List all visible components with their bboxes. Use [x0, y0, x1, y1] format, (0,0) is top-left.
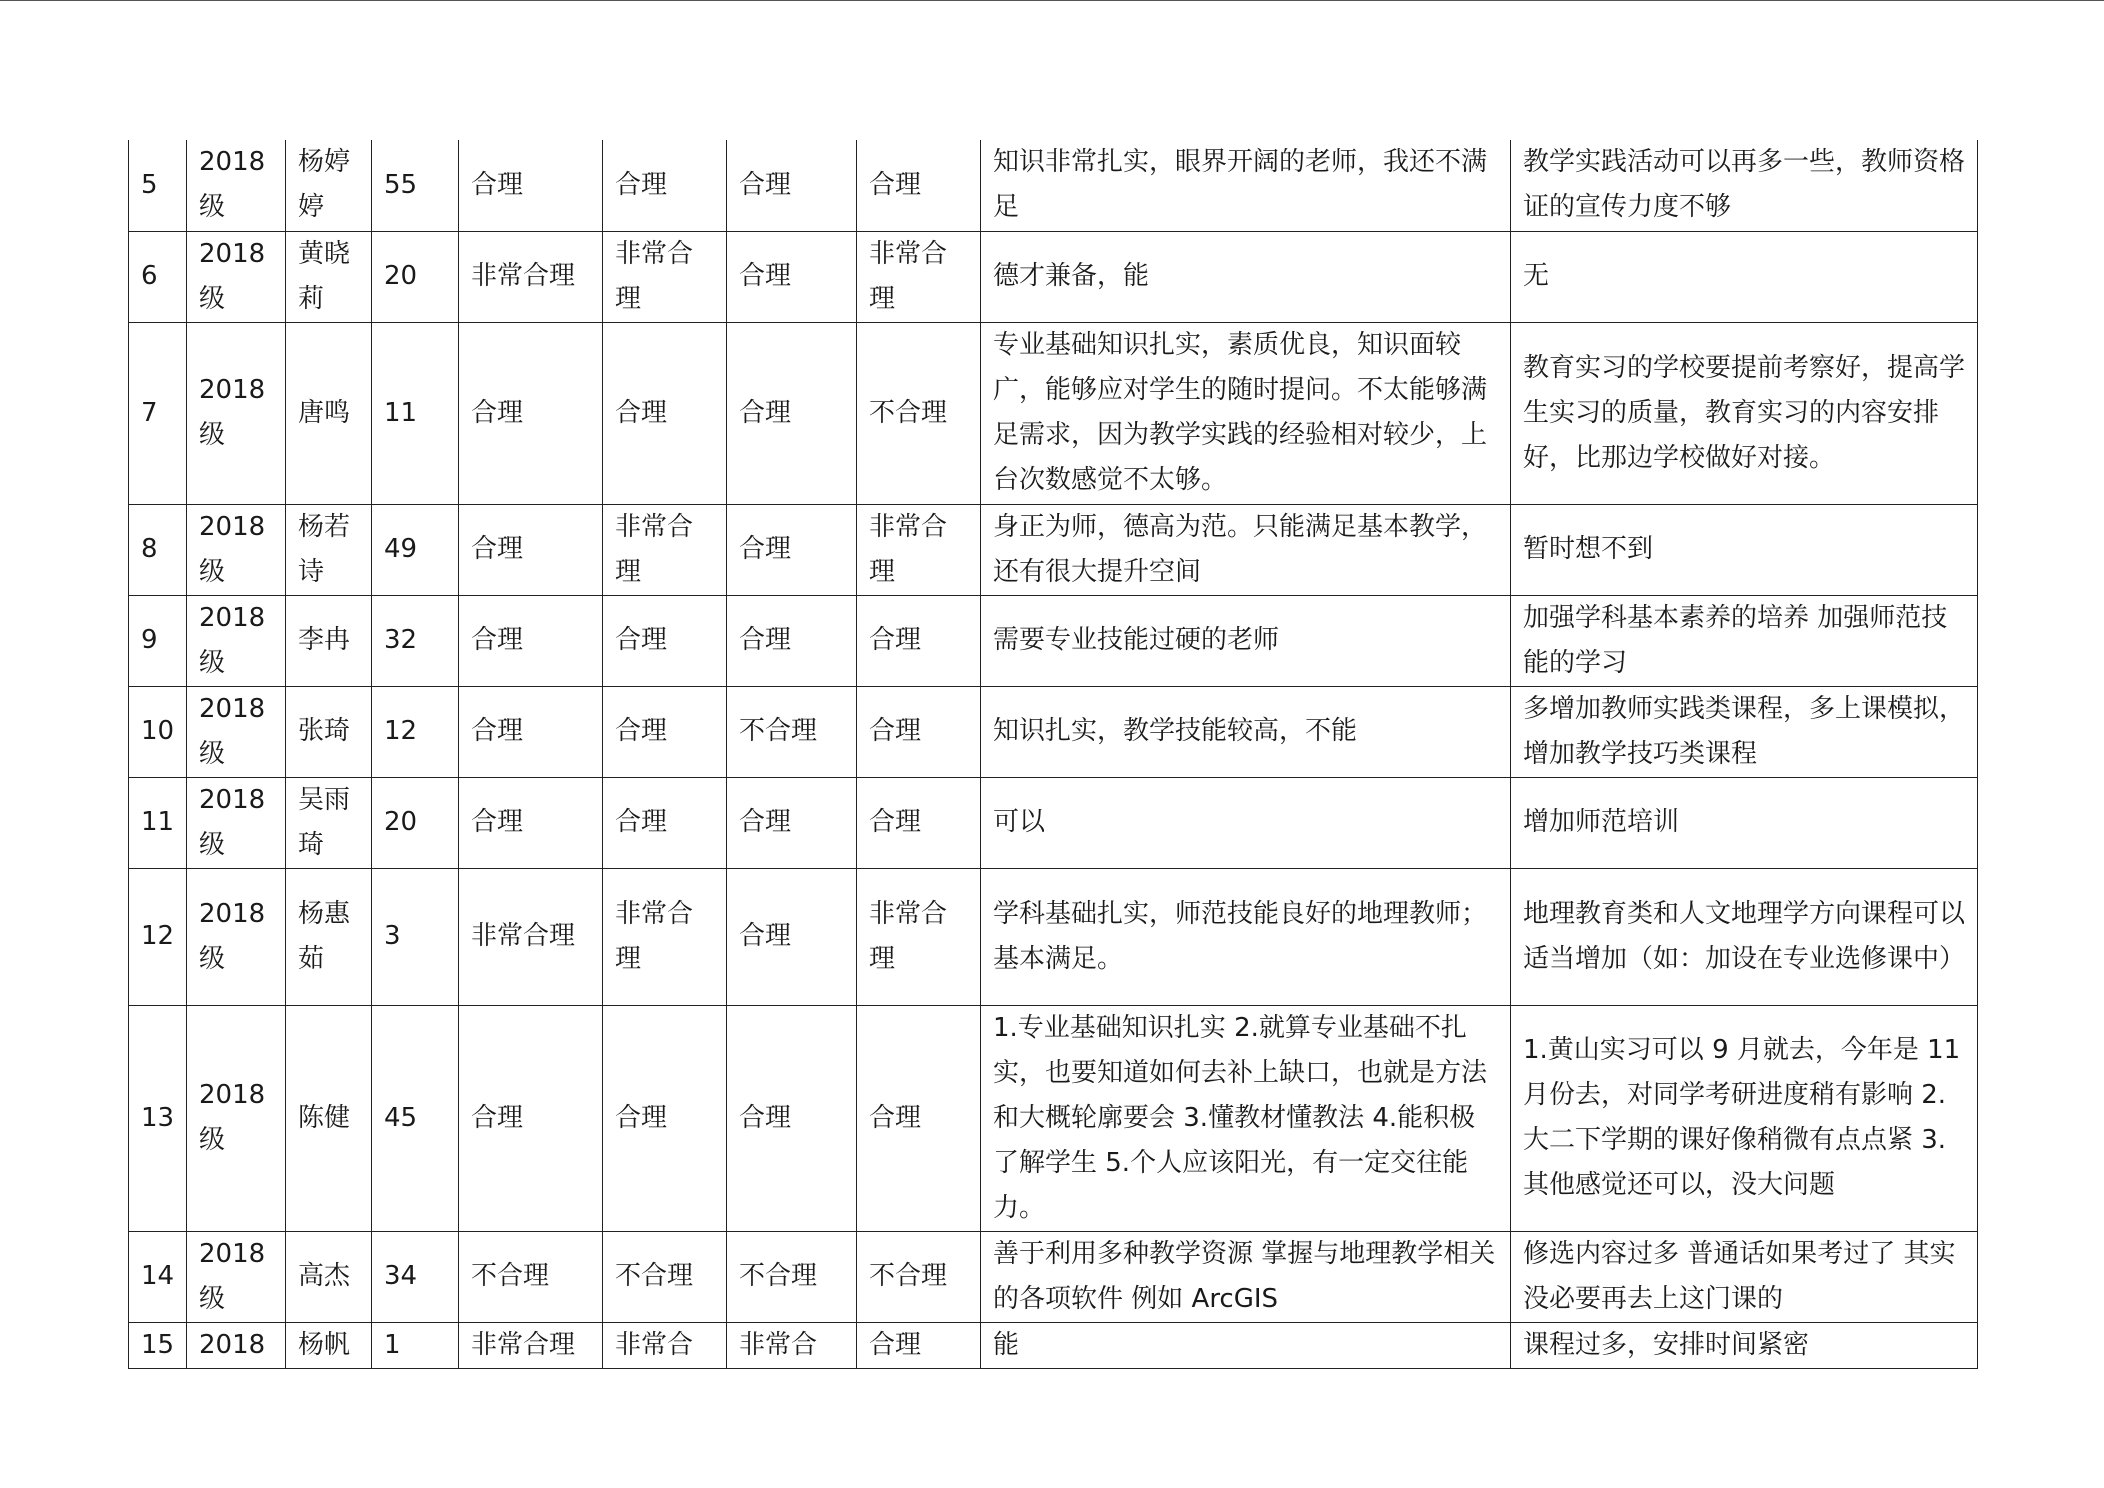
cell-row-number: 5	[129, 140, 187, 231]
cell-student-name: 杨若诗	[286, 504, 372, 595]
cell-student-name: 杨帆	[286, 1322, 372, 1368]
cell-rating-1: 合理	[459, 595, 603, 686]
cell-rating-1: 合理	[459, 322, 603, 504]
cell-rating-2: 合理	[603, 686, 727, 777]
cell-student-name: 唐鸣	[286, 322, 372, 504]
cell-suggestion: 无	[1511, 231, 1978, 322]
cell-row-number: 12	[129, 868, 187, 1005]
cell-rating-1: 合理	[459, 686, 603, 777]
cell-score: 3	[372, 868, 459, 1005]
cell-student-name: 张琦	[286, 686, 372, 777]
cell-rating-4: 合理	[857, 686, 981, 777]
cell-rating-4: 合理	[857, 1005, 981, 1231]
cell-grade: 2018	[187, 1322, 286, 1368]
cell-score: 34	[372, 1231, 459, 1322]
cell-grade: 2018级	[187, 1231, 286, 1322]
cell-expectation: 知识扎实，教学技能较高，不能	[981, 686, 1511, 777]
cell-grade: 2018级	[187, 777, 286, 868]
cell-rating-3: 合理	[727, 868, 857, 1005]
cell-suggestion: 课程过多，安排时间紧密	[1511, 1322, 1978, 1368]
cell-row-number: 13	[129, 1005, 187, 1231]
cell-grade: 2018级	[187, 868, 286, 1005]
cell-suggestion: 地理教育类和人文地理学方向课程可以适当增加（如：加设在专业选修课中）	[1511, 868, 1978, 1005]
cell-row-number: 9	[129, 595, 187, 686]
cell-student-name: 陈健	[286, 1005, 372, 1231]
cell-expectation: 身正为师，德高为范。只能满足基本教学，还有很大提升空间	[981, 504, 1511, 595]
table-row	[129, 1231, 1978, 1322]
cell-grade: 2018级	[187, 322, 286, 504]
cell-expectation: 学科基础扎实，师范技能良好的地理教师；基本满足。	[981, 868, 1511, 1005]
cell-rating-4: 非常合理	[857, 231, 981, 322]
cell-row-number: 8	[129, 504, 187, 595]
cell-grade: 2018级	[187, 231, 286, 322]
cell-expectation: 专业基础知识扎实，素质优良，知识面较广，能够应对学生的随时提问。不太能够满足需求，因为教学实践的经验相对较少，上台次数感觉不太够。	[981, 322, 1511, 504]
cell-rating-1: 合理	[459, 777, 603, 868]
cell-score: 49	[372, 504, 459, 595]
cell-rating-1: 不合理	[459, 1231, 603, 1322]
cell-score: 12	[372, 686, 459, 777]
cell-rating-1: 非常合理	[459, 868, 603, 1005]
cell-suggestion: 1.黄山实习可以 9 月就去，今年是 11 月份去，对同学考研进度稍有影响 2.大二下学期的课好像稍微有点点紧 3.其他感觉还可以，没大问题	[1511, 1005, 1978, 1231]
cell-rating-3: 合理	[727, 231, 857, 322]
page-top-rule	[0, 0, 2104, 1]
cell-score: 1	[372, 1322, 459, 1368]
cell-expectation: 善于利用多种教学资源 掌握与地理教学相关的各项软件 例如 ArcGIS	[981, 1231, 1511, 1322]
survey-table	[128, 140, 1978, 1369]
cell-row-number: 10	[129, 686, 187, 777]
cell-expectation: 德才兼备，能	[981, 231, 1511, 322]
cell-rating-1: 合理	[459, 140, 603, 231]
cell-rating-2: 合理	[603, 322, 727, 504]
cell-rating-3: 合理	[727, 504, 857, 595]
cell-rating-1: 合理	[459, 1005, 603, 1231]
cell-student-name: 吴雨琦	[286, 777, 372, 868]
cell-rating-2: 非常合	[603, 1322, 727, 1368]
cell-expectation: 1.专业基础知识扎实 2.就算专业基础不扎实，也要知道如何去补上缺口，也就是方法和大概轮廓要会 3.懂教材懂教法 4.能积极了解学生 5.个人应该阳光，有一定交往能力。	[981, 1005, 1511, 1231]
cell-student-name: 杨婷婷	[286, 140, 372, 231]
cell-rating-4: 合理	[857, 777, 981, 868]
cell-grade: 2018级	[187, 504, 286, 595]
cell-expectation: 可以	[981, 777, 1511, 868]
cell-row-number: 7	[129, 322, 187, 504]
cell-expectation: 能	[981, 1322, 1511, 1368]
cell-rating-4: 合理	[857, 140, 981, 231]
cell-score: 20	[372, 777, 459, 868]
cell-rating-2: 合理	[603, 1005, 727, 1231]
table-row	[129, 322, 1978, 504]
table-row	[129, 140, 1978, 231]
cell-rating-3: 合理	[727, 777, 857, 868]
cell-rating-2: 合理	[603, 595, 727, 686]
cell-rating-2: 合理	[603, 777, 727, 868]
cell-expectation: 需要专业技能过硬的老师	[981, 595, 1511, 686]
cell-suggestion: 增加师范培训	[1511, 777, 1978, 868]
table-row	[129, 686, 1978, 777]
cell-suggestion: 教学实践活动可以再多一些，教师资格证的宣传力度不够	[1511, 140, 1978, 231]
cell-rating-4: 不合理	[857, 322, 981, 504]
cell-rating-3: 合理	[727, 595, 857, 686]
cell-suggestion: 加强学科基本素养的培养 加强师范技能的学习	[1511, 595, 1978, 686]
cell-rating-2: 非常合理	[603, 504, 727, 595]
cell-score: 32	[372, 595, 459, 686]
cell-grade: 2018级	[187, 1005, 286, 1231]
cell-rating-3: 合理	[727, 140, 857, 231]
cell-rating-3: 不合理	[727, 1231, 857, 1322]
cell-rating-4: 非常合理	[857, 504, 981, 595]
cell-student-name: 李冉	[286, 595, 372, 686]
cell-rating-4: 非常合理	[857, 868, 981, 1005]
table-body	[129, 140, 1978, 1368]
cell-rating-2: 非常合理	[603, 231, 727, 322]
cell-rating-2: 不合理	[603, 1231, 727, 1322]
cell-row-number: 14	[129, 1231, 187, 1322]
cell-score: 45	[372, 1005, 459, 1231]
cell-suggestion: 修选内容过多 普通话如果考过了 其实没必要再去上这门课的	[1511, 1231, 1978, 1322]
cell-suggestion: 多增加教师实践类课程，多上课模拟，增加教学技巧类课程	[1511, 686, 1978, 777]
cell-rating-3: 合理	[727, 1005, 857, 1231]
cell-grade: 2018级	[187, 140, 286, 231]
cell-score: 20	[372, 231, 459, 322]
table-row	[129, 777, 1978, 868]
cell-row-number: 11	[129, 777, 187, 868]
cell-rating-1: 合理	[459, 504, 603, 595]
cell-rating-4: 合理	[857, 595, 981, 686]
table-row	[129, 1322, 1978, 1368]
table-row	[129, 1005, 1978, 1231]
cell-rating-1: 非常合理	[459, 1322, 603, 1368]
cell-expectation: 知识非常扎实，眼界开阔的老师，我还不满足	[981, 140, 1511, 231]
cell-rating-2: 非常合理	[603, 868, 727, 1005]
cell-suggestion: 暂时想不到	[1511, 504, 1978, 595]
table-row	[129, 868, 1978, 1005]
cell-rating-2: 合理	[603, 140, 727, 231]
cell-rating-3: 非常合	[727, 1322, 857, 1368]
cell-student-name: 高杰	[286, 1231, 372, 1322]
table-row	[129, 595, 1978, 686]
cell-rating-1: 非常合理	[459, 231, 603, 322]
cell-rating-4: 合理	[857, 1322, 981, 1368]
cell-grade: 2018级	[187, 595, 286, 686]
cell-score: 55	[372, 140, 459, 231]
cell-student-name: 黄晓莉	[286, 231, 372, 322]
cell-rating-4: 不合理	[857, 1231, 981, 1322]
cell-row-number: 15	[129, 1322, 187, 1368]
cell-score: 11	[372, 322, 459, 504]
cell-rating-3: 不合理	[727, 686, 857, 777]
cell-suggestion: 教育实习的学校要提前考察好，提高学生实习的质量，教育实习的内容安排好，比那边学校做好对接。	[1511, 322, 1978, 504]
cell-student-name: 杨惠茹	[286, 868, 372, 1005]
cell-rating-3: 合理	[727, 322, 857, 504]
table-row	[129, 231, 1978, 322]
table-row	[129, 504, 1978, 595]
cell-row-number: 6	[129, 231, 187, 322]
cell-grade: 2018级	[187, 686, 286, 777]
